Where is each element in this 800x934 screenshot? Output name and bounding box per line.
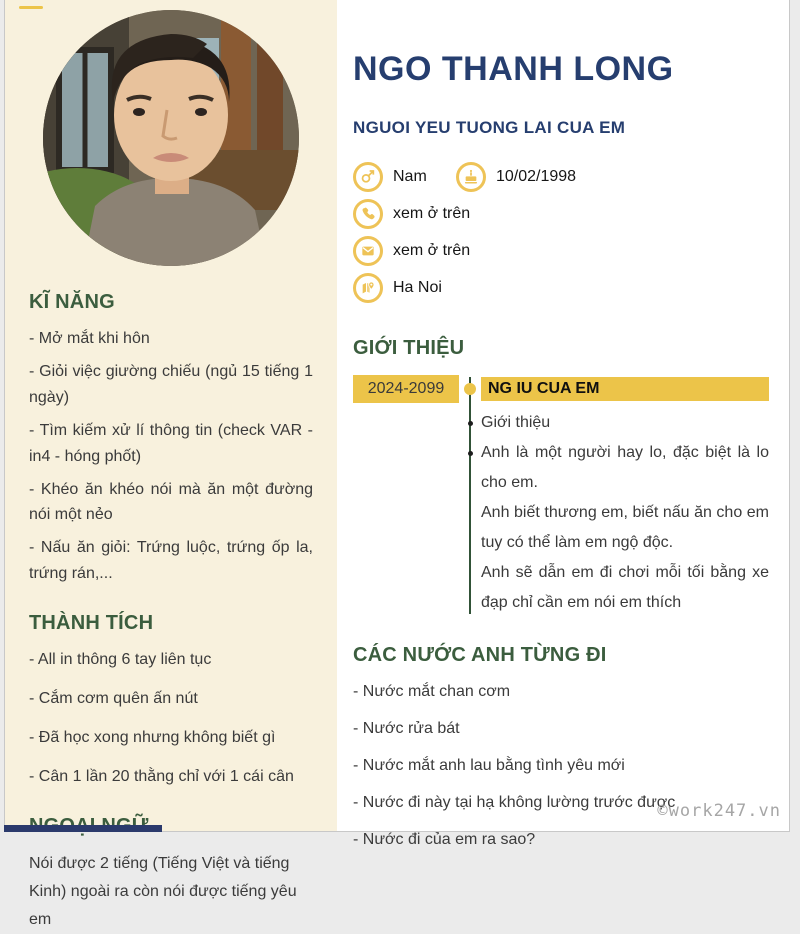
sidebar — [5, 0, 337, 928]
contact-address — [353, 273, 442, 303]
country-item: - Nước đi này tại hạ không lường trước được — [353, 794, 676, 811]
intro-bullet — [481, 408, 769, 438]
contact-email-value: xem ở trên — [393, 242, 471, 259]
sidebar-section-languages — [29, 815, 313, 934]
contact-birthday-value: 10/02/1998 — [496, 168, 577, 185]
timeline-content — [481, 369, 769, 618]
sidebar-section-achievements — [29, 612, 313, 790]
intro-paragraph: Anh biết thương em, biết nấu ăn cho em tuy có thể làm em ngộ độc. — [481, 504, 769, 551]
section-title: THÀNH TÍCH — [29, 612, 154, 635]
countries-section-title: CÁC NƯỚC ANH TỪNG ĐI — [353, 644, 607, 666]
timeline-line — [469, 377, 471, 614]
intro-bullet-text: Giới thiệu — [481, 414, 551, 431]
mail-icon — [353, 236, 383, 266]
bullet-dot-icon — [468, 421, 473, 426]
achievement-item: - Cắm cơm quên ấn nút — [29, 690, 198, 708]
profile-photo-illustration — [43, 10, 299, 266]
profile-photo — [43, 10, 299, 266]
birthday-icon — [456, 162, 486, 192]
skill-item: - Khéo ăn khéo nói mà ăn một đường nói một nẻo — [29, 480, 313, 524]
contact-email — [353, 236, 769, 266]
country-item: - Nước mắt chan cơm — [353, 683, 511, 700]
skill-item: - Mở mắt khi hôn — [29, 330, 150, 347]
timeline-heading: NG IU CUA EM — [481, 377, 769, 401]
contact-phone — [353, 199, 513, 229]
intro-section-title: GIỚI THIỆU — [353, 337, 465, 359]
contact-phone-value: xem ở trên — [393, 205, 471, 222]
timeline-period: 2024-2099 — [353, 375, 459, 403]
intro-timeline — [353, 369, 769, 618]
contact-gender-value: Nam — [393, 168, 427, 185]
country-item: - Nước rửa bát — [353, 720, 460, 737]
candidate-position: NGUOI YEU TUONG LAI CUA EM — [353, 118, 626, 137]
achievement-item: - All in thông 6 tay liên tục — [29, 651, 212, 669]
timeline-dot — [464, 383, 476, 395]
country-item: - Nước đi của em ra sao? — [353, 831, 536, 848]
main-column — [337, 0, 789, 848]
intro-bullet-text: Anh là một người hay lo, đặc biệt là lo cho em. — [481, 444, 769, 491]
contact-gender — [353, 162, 456, 192]
cv-page — [4, 0, 790, 928]
timeline-rail — [459, 369, 481, 618]
skill-item: - Tìm kiếm xử lí thông tin (check VAR - in4 - hóng phốt) — [29, 421, 313, 465]
language-paragraph: Nói được 2 tiếng (Tiếng Việt và tiếng Kinh) ngoài ra còn nói được tiếng yêu em — [29, 854, 297, 928]
contact-birthday — [456, 162, 611, 192]
gender-icon — [353, 162, 383, 192]
candidate-name: NGO THANH LONG — [353, 50, 674, 88]
intro-bullet — [481, 438, 769, 498]
accent-dash — [19, 6, 43, 9]
section-title: KĨ NĂNG — [29, 291, 115, 313]
intro-paragraph: Anh sẽ dẫn em đi chơi mỗi tối bằng xe đạp chỉ cần em nói em thích — [481, 564, 769, 611]
phone-icon — [353, 199, 383, 229]
achievement-item: - Cân 1 lần 20 thằng chỉ với 1 cái cân — [29, 767, 294, 785]
achievement-item: - Đã học xong nhưng không biết gì — [29, 728, 276, 746]
location-icon — [353, 273, 383, 303]
sidebar-section-skills — [29, 291, 313, 587]
country-item: - Nước mắt anh lau bằng tình yêu mới — [353, 757, 625, 774]
next-section-bar — [4, 825, 162, 832]
skill-item: - Giỏi việc giường chiếu (ngủ 15 tiếng 1 ngày) — [29, 362, 313, 406]
skill-item: - Nấu ăn giỏi: Trứng luộc, trứng ốp la, trứng rán,... — [29, 539, 313, 583]
contact-address-value: Ha Noi — [393, 279, 442, 296]
watermark: ©work247.vn — [657, 801, 781, 821]
contact-info — [353, 162, 769, 303]
bullet-dot-icon — [468, 451, 473, 456]
